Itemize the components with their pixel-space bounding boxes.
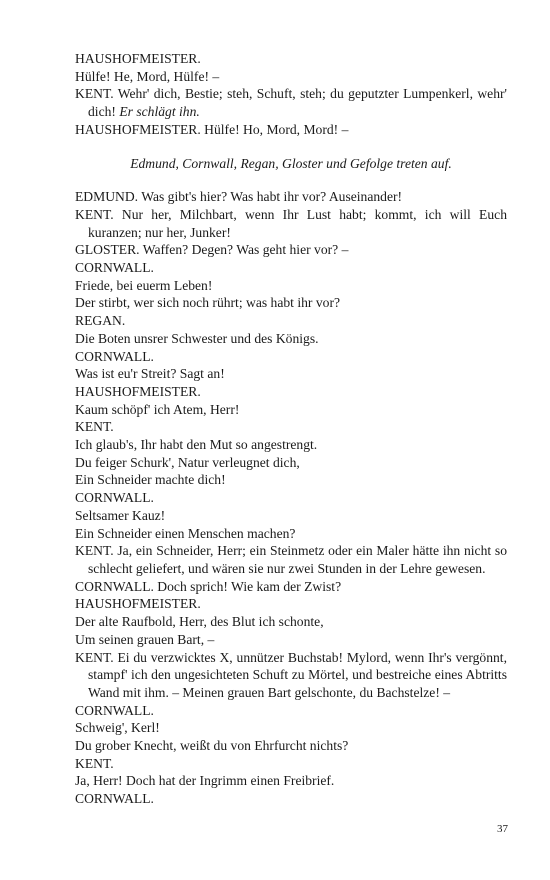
prose-paragraph: KENT. Nur her, Milchbart, wenn Ihr Lust habt; kommt, ich will Euch kuranzen; nur her, Junker!: [75, 206, 507, 240]
verse-line: Ein Schneider machte dich!: [75, 472, 226, 488]
speaker-line: HAUSHOFMEISTER. Hülfe! Ho, Mord, Mord! –: [75, 121, 349, 137]
speaker-name: CORNWALL.: [75, 260, 154, 276]
verse-line: Der stirbt, wer sich noch rührt; was habt ihr vor?: [75, 295, 341, 311]
verse-line: Hülfe! He, Mord, Hülfe! –: [75, 68, 220, 84]
verse-line: Seltsamer Kauz!: [75, 507, 166, 523]
prose-paragraph: KENT. Wehr' dich, Bestie; steh, Schuft, steh; du geputzter Lumpenkerl, wehr' dich! Er schlägt ihn.: [75, 86, 507, 120]
speaker-name: CORNWALL.: [75, 702, 154, 718]
verse-line: Die Boten unsrer Schwester und des Königs.: [75, 330, 319, 346]
prose-paragraph: KENT. Ja, ein Schneider, Herr; ein Steinmetz oder ein Maler hätte ihn nicht so schlecht geliefert, und wären sie nur zwei Stunden in der Lehre gewesen.: [75, 543, 507, 576]
verse-line: Was ist eu'r Streit? Sagt an!: [75, 366, 225, 382]
verse-line: Ja, Herr! Doch hat der Ingrimm einen Freibrief.: [75, 773, 335, 789]
speaker-name: CORNWALL.: [75, 490, 154, 506]
speaker-name: REGAN.: [75, 313, 126, 329]
speaker-line: EDMUND. Was gibt's hier? Was habt ihr vor? Auseinander!: [75, 189, 403, 205]
verse-line: Um seinen grauen Bart, –: [75, 631, 215, 647]
speaker-name: KENT.: [75, 419, 114, 435]
speaker-name: KENT.: [75, 755, 114, 771]
speaker-name: CORNWALL.: [75, 348, 154, 364]
verse-line: Du feiger Schurk', Natur verleugnet dich,: [75, 454, 300, 470]
verse-line: Ich glaub's, Ihr habt den Mut so angestrengt.: [75, 437, 318, 453]
speaker-line: CORNWALL. Doch sprich! Wie kam der Zwist?: [75, 578, 342, 594]
speaker-name: HAUSHOFMEISTER.: [75, 383, 201, 399]
speaker-line: GLOSTER. Waffen? Degen? Was geht hier vor? –: [75, 242, 349, 258]
verse-line: Du grober Knecht, weißt du von Ehrfurcht nichts?: [75, 738, 349, 754]
play-text: [75, 50, 507, 808]
stage-direction-inline: Er schlägt ihn.: [119, 104, 200, 120]
speaker-name: CORNWALL.: [75, 791, 154, 807]
verse-line: Schweig', Kerl!: [75, 720, 160, 736]
verse-line: Der alte Raufbold, Herr, des Blut ich schonte,: [75, 614, 324, 630]
verse-line: Ein Schneider einen Menschen machen?: [75, 525, 296, 541]
prose-paragraph: KENT. Ei du verzwicktes X, unnützer Buchstab! Mylord, wenn Ihr's vergönnt, stampf' ich den ungesichteten Schuft zu Mörtel, und bestreiche eines Abtritts Wand mit ihm. – Meinen grauen Bart gelschonte, du Bachstelze! –: [75, 649, 507, 700]
speaker-line: HAUSHOFMEISTER.: [75, 51, 201, 66]
page-number: 37: [497, 823, 508, 835]
verse-line: Friede, bei euerm Leben!: [75, 277, 213, 293]
speaker-name: HAUSHOFMEISTER.: [75, 596, 201, 612]
stage-direction: Edmund, Cornwall, Regan, Gloster und Gefolge treten auf.: [130, 155, 452, 171]
verse-line: Kaum schöpf' ich Atem, Herr!: [75, 401, 240, 417]
